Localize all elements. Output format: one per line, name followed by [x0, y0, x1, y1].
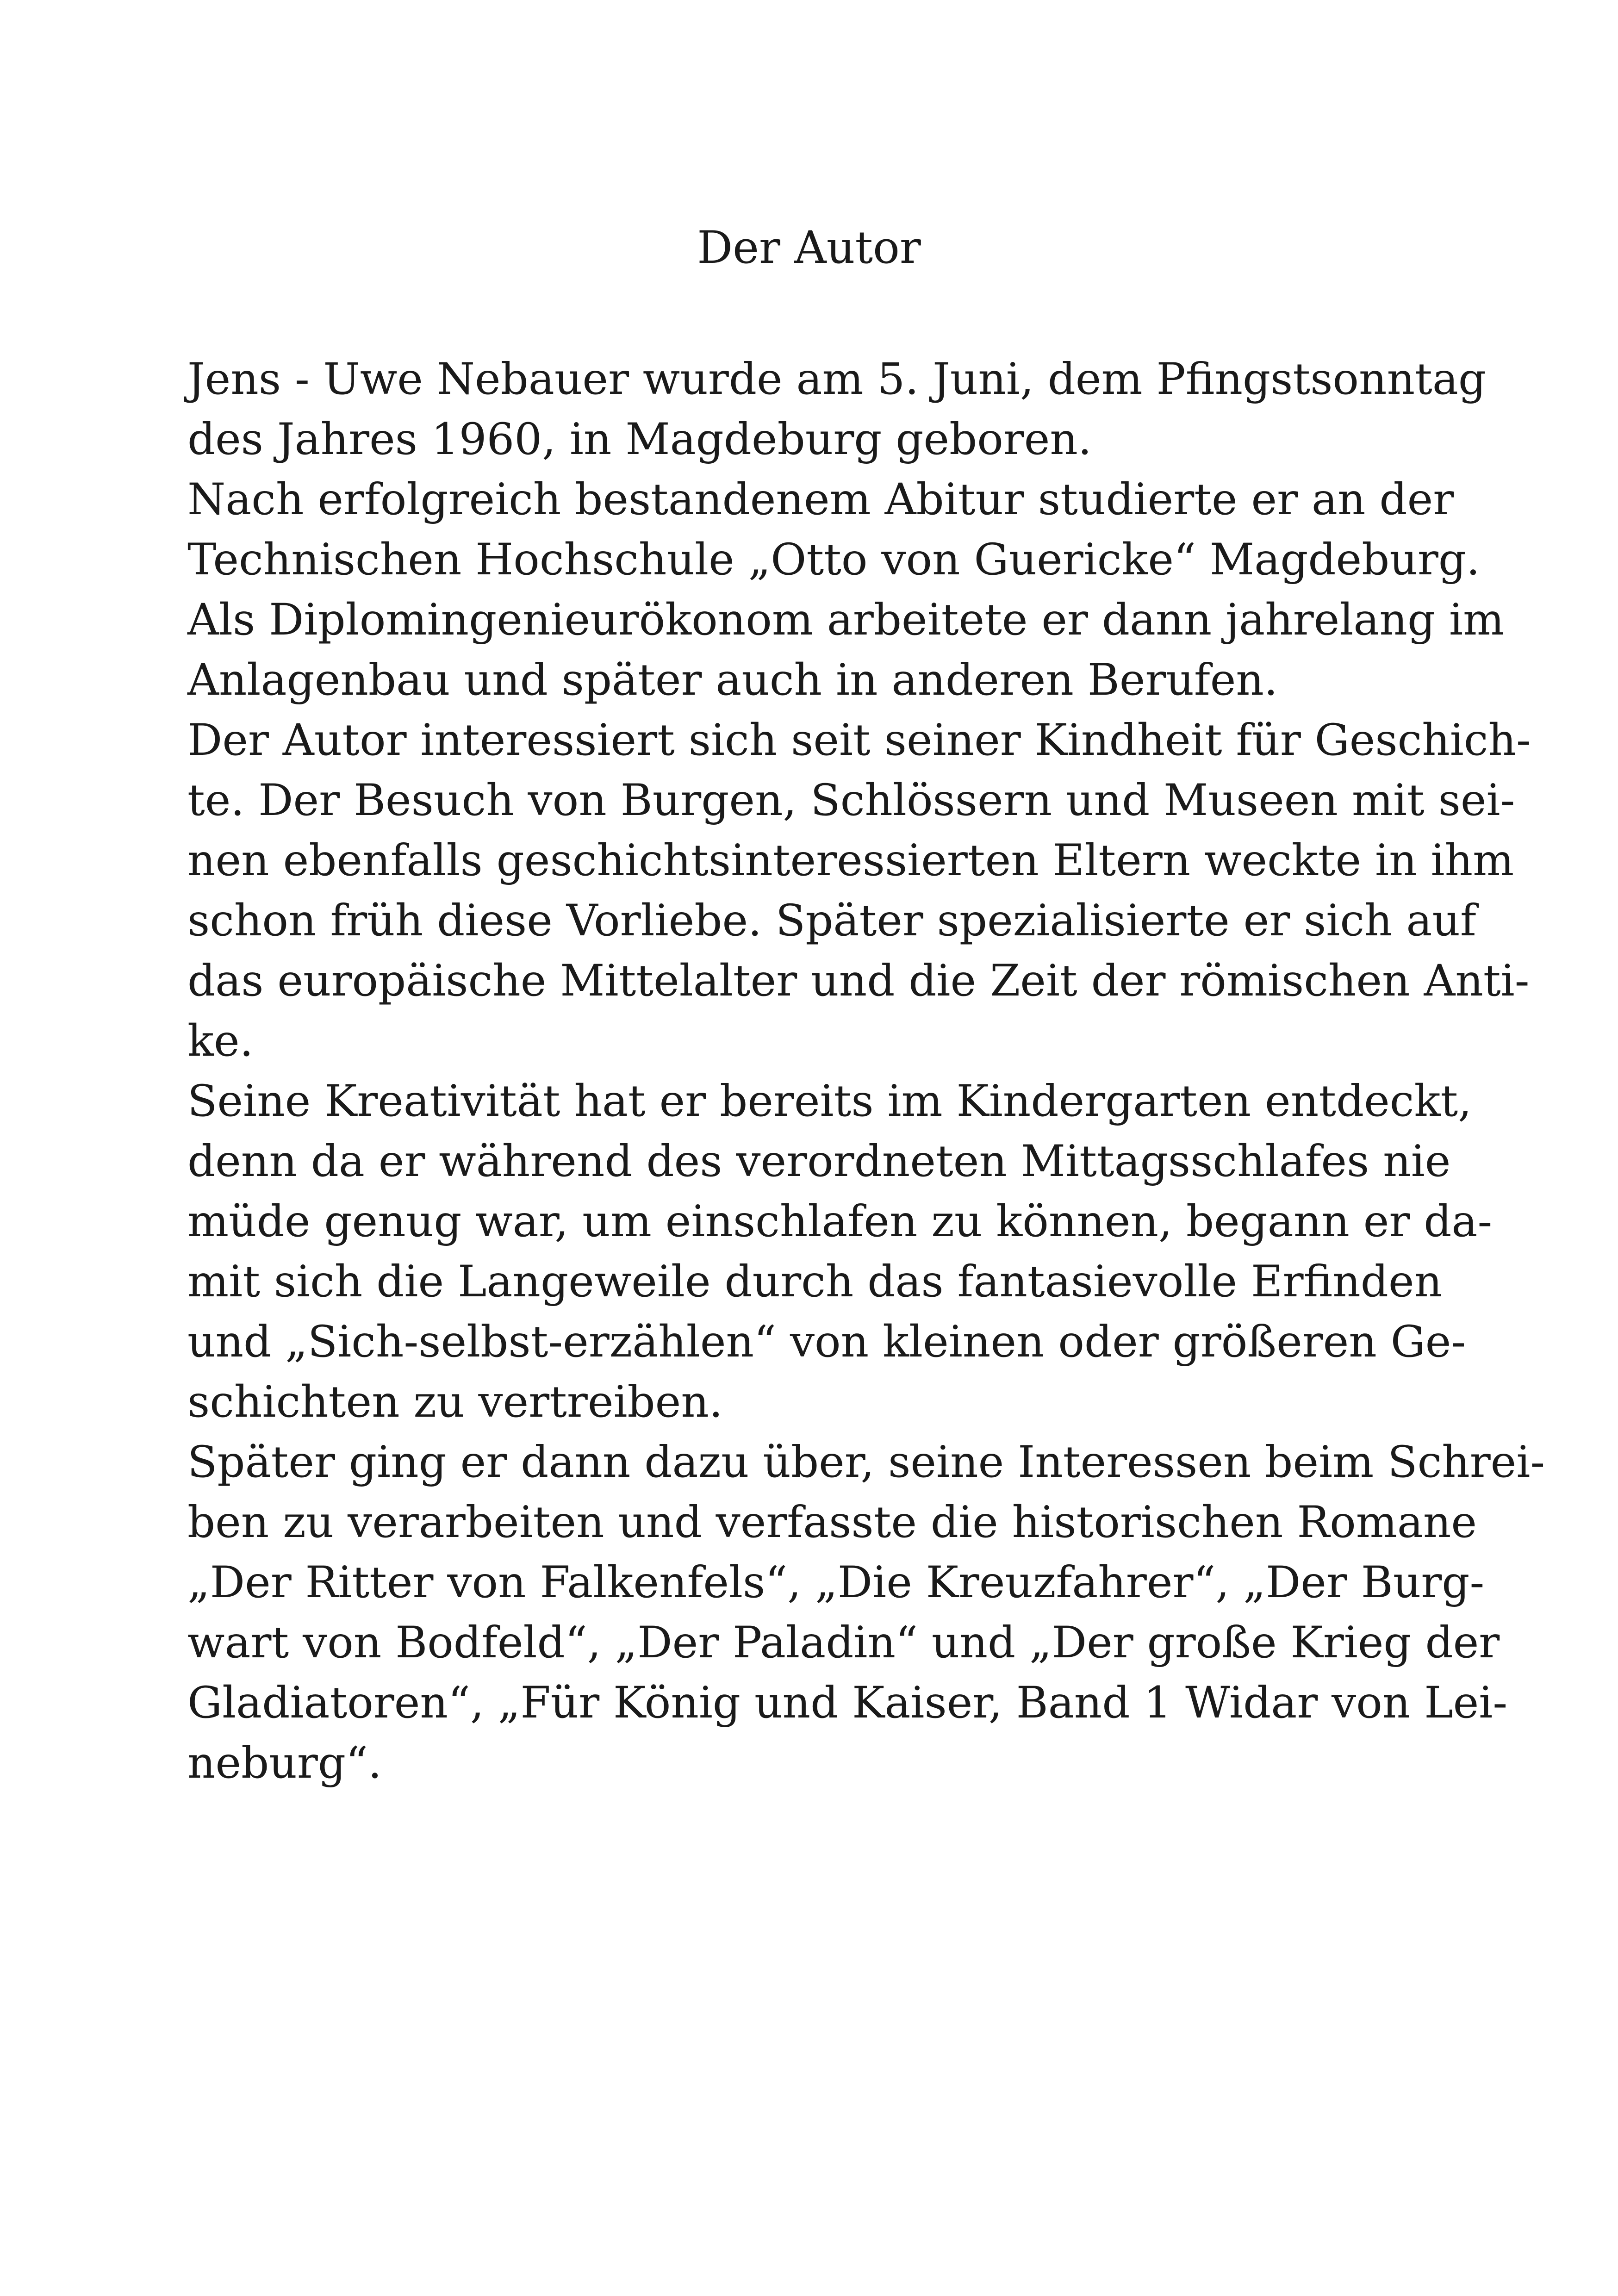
text-line: neburg“.	[187, 1738, 382, 1788]
text-line: Später ging er dann dazu über, seine Interessen beim Schrei-	[187, 1437, 1545, 1487]
text-line: Nach erfolgreich bestandenem Abitur studierte er an der	[187, 474, 1454, 525]
text-line: Als Diplomingenieurökonom arbeitete er dann jahrelang im	[187, 595, 1505, 645]
text-line: denn da er während des verordneten Mittagsschlafes nie	[187, 1136, 1451, 1187]
text-line: schichten zu vertreiben.	[187, 1377, 723, 1427]
text-line: ke.	[187, 1016, 254, 1066]
author-biography	[187, 349, 1545, 1793]
text-line: Jens - Uwe Nebauer wurde am 5. Juni, dem Pfingstsonntag	[187, 354, 1487, 404]
text-line: schon früh diese Vorliebe. Später spezialisierte er sich auf	[187, 896, 1476, 946]
text-line: nen ebenfalls geschichtsinteressierten Eltern weckte in ihm	[187, 835, 1514, 886]
text-line: und „Sich-selbst-erzählen“ von kleinen oder größeren Ge-	[187, 1317, 1466, 1367]
page-title: Der Autor	[697, 222, 921, 274]
text-line: des Jahres 1960, in Magdeburg geboren.	[187, 414, 1092, 465]
text-line: te. Der Besuch von Burgen, Schlössern und Museen mit sei-	[187, 775, 1515, 826]
text-line: das europäische Mittelalter und die Zeit der römischen Anti-	[187, 956, 1530, 1006]
text-line: Gladiatoren“, „Für König und Kaiser, Band 1 Widar von Lei-	[187, 1678, 1508, 1728]
text-line: Der Autor interessiert sich seit seiner Kindheit für Geschich-	[187, 715, 1531, 765]
text-line: wart von Bodfeld“, „Der Paladin“ und „Der große Krieg der	[187, 1618, 1500, 1668]
text-line: Anlagenbau und später auch in anderen Berufen.	[187, 655, 1278, 705]
text-line: ben zu verarbeiten und verfasste die historischen Romane	[187, 1497, 1477, 1548]
text-line: mit sich die Langeweile durch das fantasievolle Erfinden	[187, 1257, 1443, 1307]
text-line: Technischen Hochschule „Otto von Guericke“ Magdeburg.	[187, 535, 1480, 585]
text-line: müde genug war, um einschlafen zu können, begann er da-	[187, 1196, 1493, 1247]
text-line: Seine Kreativität hat er bereits im Kindergarten entdeckt,	[187, 1076, 1472, 1126]
text-line: „Der Ritter von Falkenfels“, „Die Kreuzfahrer“, „Der Burg-	[187, 1557, 1485, 1608]
